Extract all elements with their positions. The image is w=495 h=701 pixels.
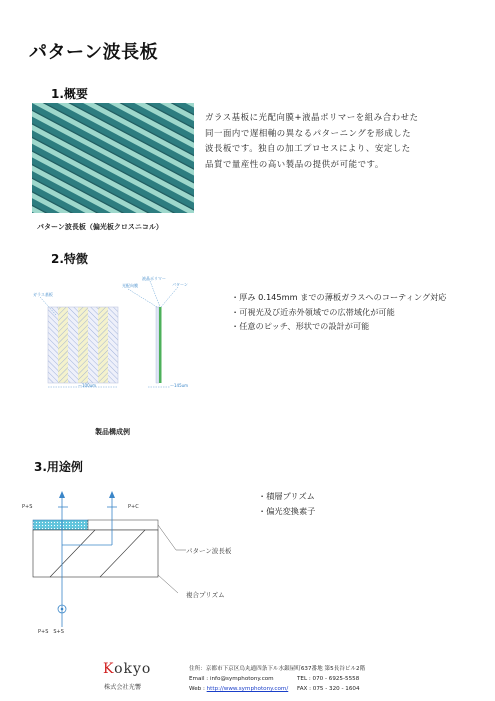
application-item: ・偏光変換素子	[258, 506, 316, 516]
diagram-label-substrate: ガラス基板	[33, 292, 53, 297]
diagram-label-alignment: 光配向膜	[122, 283, 138, 288]
diagram-label-lcp: 液晶ポリマー	[142, 276, 166, 281]
label-p-s: P+S	[22, 504, 33, 510]
label-bottom: P+S S+S	[38, 629, 64, 635]
structure-diagram	[30, 275, 195, 395]
company-name: 株式会社光響	[104, 684, 142, 691]
prism-diagram	[20, 485, 270, 655]
feature-item: ・厚み 0.145mm までの薄板ガラスへのコーティング対応	[231, 292, 447, 302]
feature-item: ・任意のピッチ、形状での設計が可能	[231, 321, 370, 331]
pattern-photo	[32, 103, 194, 213]
diagram-label-thickness: ～145um	[170, 383, 189, 388]
composite-prism-body	[33, 530, 158, 577]
applications-list	[258, 489, 315, 519]
pattern-segment	[58, 307, 68, 383]
feature-item: ・可視光及び近赤外領域での広帯域化が可能	[231, 306, 395, 317]
overview-line: 同一面内で遅相軸の異なるパターニングを形成した	[205, 127, 412, 138]
stripe-pattern-image	[32, 103, 194, 213]
overview-line: 品質で量産性の高い製品の提供が可能です。	[205, 158, 384, 169]
pattern-segment	[78, 307, 88, 383]
overview-description	[205, 110, 475, 172]
pattern-segment	[108, 307, 118, 383]
footer-web-prefix: Web :	[189, 686, 207, 692]
lc-layer-side	[159, 307, 162, 383]
features-heading: 2.特徴	[51, 252, 88, 266]
logo-letter-k: K	[103, 661, 115, 677]
label-wave-plate: パターン波長板	[186, 547, 232, 555]
footer-web	[189, 684, 288, 695]
structure-diagram-svg	[30, 275, 195, 395]
footer-tel: TEL : 070 - 6925-5558	[297, 676, 360, 682]
diagram-label-pitch: ～100um	[78, 383, 97, 388]
photo-caption: パターン波長板（偏光板クロスニコル）	[37, 223, 163, 231]
overview-line: 波長板です。独自の加工プロセスにより、安定した	[205, 143, 411, 153]
applications-heading: 3.用途例	[34, 460, 83, 474]
diagram-caption: 製品構成例	[95, 428, 130, 436]
page-title: パターン波長板	[29, 42, 159, 63]
footer-address: 住所：京都市下京区烏丸通四条下ル水銀屋町637番地 第5長谷ビル2階	[189, 666, 366, 672]
footer-fax: FAX : 075 - 320 - 1604	[297, 686, 360, 692]
company-logo	[103, 661, 151, 677]
glass-substrate-side	[156, 307, 159, 383]
overview-line: ガラス基板に光配向膜+液晶ポリマーを組み合わせた	[205, 112, 419, 122]
wave-plate-strip	[33, 520, 88, 530]
diagram-label-pattern: パターン	[172, 282, 188, 287]
features-list	[231, 290, 481, 334]
logo-text: okyo	[114, 661, 152, 677]
footer-web-link[interactable]: http://www.symphotony.com/	[206, 686, 289, 692]
application-item: ・積層プリズム	[258, 491, 315, 501]
pattern-segment	[88, 307, 98, 383]
pattern-segment	[68, 307, 78, 383]
pattern-segment	[48, 307, 58, 383]
label-p-c: P+C	[128, 504, 139, 510]
overview-heading: 1.概要	[51, 87, 88, 101]
pattern-segment	[98, 307, 108, 383]
footer-email: Email : info@symphotony.com	[189, 676, 274, 682]
label-composite-prism: 複合プリズム	[186, 591, 225, 599]
